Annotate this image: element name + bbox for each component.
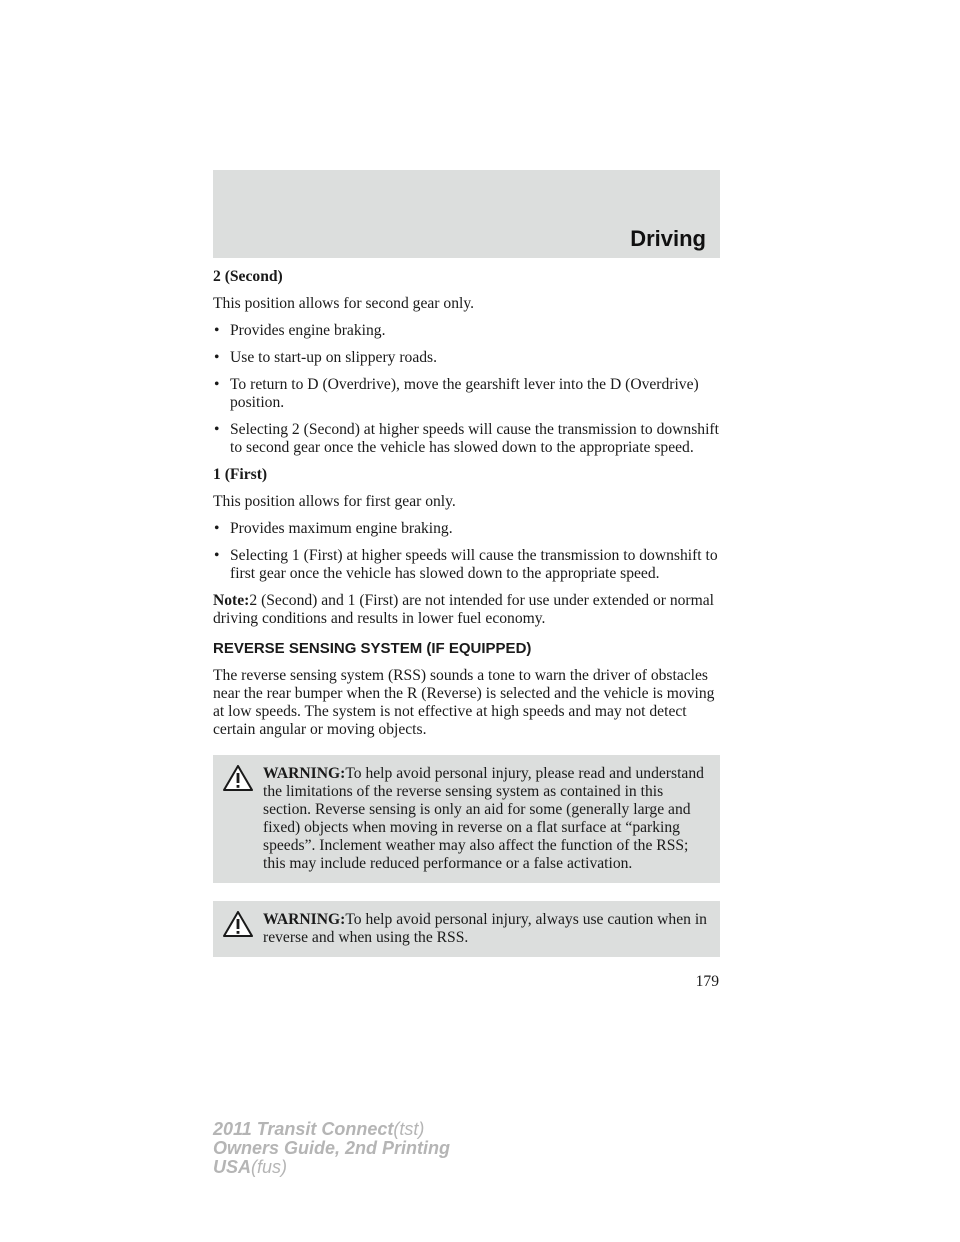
section-header-panel (213, 170, 720, 258)
warning-box (213, 901, 720, 957)
warning-triangle-icon (223, 911, 253, 937)
second-gear-heading: 2 (Second) (213, 268, 283, 285)
first-gear-list (213, 520, 720, 583)
bullet-icon: • (214, 322, 220, 339)
warning-text: WARNING:To help avoid personal injury, please read and understand the limitations of the reverse sensing system as contained in this section. Reverse sensing is only an aid for some (generally large and fixed) objects when moving in reverse on a flat surface at “parking speeds”. Inclement weather may also affect the function of the RSS; this may include reduced performance or a false activation. (263, 765, 704, 872)
section-title: Driving (630, 226, 706, 251)
list-item: • To return to D (Overdrive), move the gearshift lever into the D (Overdrive) position. (214, 376, 699, 411)
bullet-icon: • (214, 349, 220, 366)
note-paragraph (213, 592, 720, 628)
rss-heading: REVERSE SENSING SYSTEM (IF EQUIPPED) (213, 640, 532, 657)
page-number: 179 (695, 973, 719, 990)
warning-label: WARNING: (263, 911, 346, 928)
second-gear-list (213, 322, 720, 457)
rss-body: The reverse sensing system (RSS) sounds a tone to warn the driver of obstacles near the rear bumper when the R (Reverse) is selected and the vehicle is moving at low speeds. The system is not effective at high speeds and may not detect certain angular or moving objects. (213, 667, 715, 738)
list-item: • Selecting 1 (First) at higher speeds will cause the transmission to downshift to first gear once the vehicle has slowed down to the appropriate speed. (214, 547, 718, 582)
first-gear-intro: This position allows for first gear only. (213, 493, 456, 510)
list-item: • Selecting 2 (Second) at higher speeds will cause the transmission to downshift to second gear once the vehicle has slowed down to the appropriate speed. (214, 421, 719, 456)
bullet-icon: • (214, 520, 220, 537)
warning-box (213, 755, 720, 883)
list-item: • Use to start-up on slippery roads. (214, 349, 438, 366)
document-footer: 2011 Transit Connect(tst) Owners Guide, 2nd Printing USA(fus) (213, 1119, 451, 1177)
note-label: Note: (213, 592, 250, 609)
bullet-icon: • (214, 376, 220, 393)
bullet-icon: • (214, 421, 220, 438)
bullet-icon: • (214, 547, 220, 564)
note-text: 2 (Second) and 1 (First) are not intended for use under extended or normal driving conditions and results in lower fuel economy. (213, 592, 715, 627)
second-gear-intro: This position allows for second gear only. (213, 295, 475, 312)
list-item: • Provides maximum engine braking. (214, 520, 453, 537)
warning-triangle-icon (223, 765, 253, 791)
page-content (213, 268, 720, 957)
first-gear-heading: 1 (First) (213, 466, 268, 483)
warning-label: WARNING: (263, 765, 346, 782)
list-item: • Provides engine braking. (214, 322, 386, 339)
warning-text: WARNING:To help avoid personal injury, always use caution when in reverse and when using the RSS. (263, 911, 707, 946)
